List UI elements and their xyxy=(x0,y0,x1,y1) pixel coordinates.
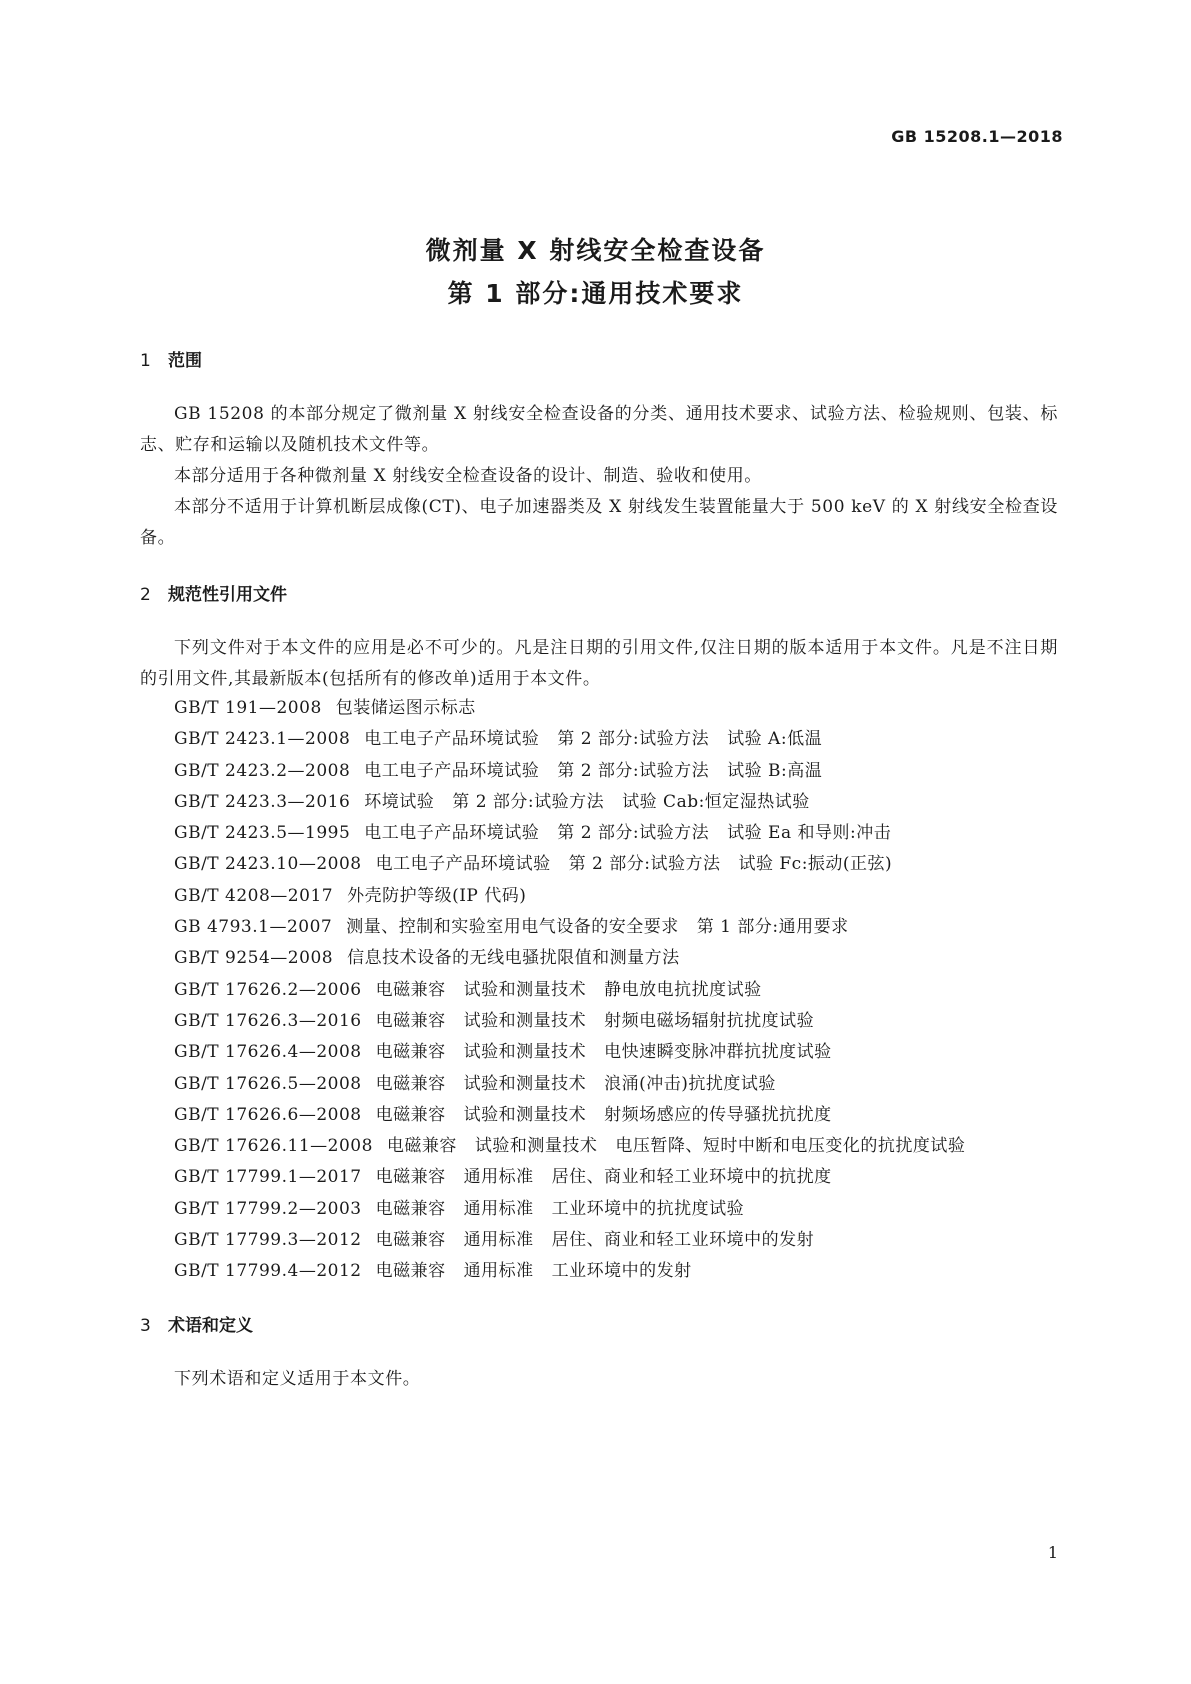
reference-item xyxy=(140,1069,1058,1100)
reference-item xyxy=(140,1100,1058,1131)
reference-title-part: 电磁兼容 xyxy=(375,1261,446,1282)
reference-code: GB/T 17626.2—2006 xyxy=(174,979,362,1000)
reference-title-part: 电快速瞬变脉冲群抗扰度试验 xyxy=(604,1042,832,1063)
reference-code: GB/T 17626.3—2016 xyxy=(174,1010,362,1031)
document-title-line2: 第 1 部分:通用技术要求 xyxy=(447,279,744,308)
reference-title-part: 试验和测量技术 xyxy=(474,1136,598,1157)
reference-code: GB/T 2423.10—2008 xyxy=(174,854,362,875)
scope-body xyxy=(140,399,1058,554)
reference-title-part: 电压暂降、短时中断和电压变化的抗扰度试验 xyxy=(615,1136,966,1157)
reference-title-part: 测量、控制和实验室用电气设备的安全要求 xyxy=(346,917,679,938)
reference-title-part: 试验 Cab:恒定湿热试验 xyxy=(622,791,810,812)
reference-title-part: 电磁兼容 xyxy=(375,1042,446,1063)
reference-title-part: 电工电子产品环境试验 xyxy=(364,729,540,750)
reference-code: GB/T 17626.5—2008 xyxy=(174,1073,362,1094)
reference-title-part: 通用标准 xyxy=(463,1230,534,1251)
reference-item xyxy=(140,787,1058,818)
scope-paragraph: 本部分不适用于计算机断层成像(CT)、电子加速器类及 X 射线发生装置能量大于 500 keV 的 X 射线安全检查设备。 xyxy=(140,497,1058,548)
scope-paragraph: GB 15208 的本部分规定了微剂量 X 射线安全检查设备的分类、通用技术要求、试验方法、检验规则、包装、标志、贮存和运输以及随机技术文件等。 xyxy=(140,404,1058,455)
section-heading-normative-refs xyxy=(140,580,287,605)
reference-title-part: 电磁兼容 xyxy=(375,979,446,1000)
reference-title-part: 通用标准 xyxy=(463,1167,534,1188)
reference-title-part: 电磁兼容 xyxy=(386,1136,457,1157)
reference-title-part: 射频场感应的传导骚扰抗扰度 xyxy=(604,1104,832,1125)
terms-body xyxy=(140,1364,1058,1395)
terms-intro: 下列术语和定义适用于本文件。 xyxy=(174,1369,421,1389)
reference-item xyxy=(140,1194,1058,1225)
reference-title-part: 第 1 部分:通用要求 xyxy=(696,917,849,938)
reference-title-part: 试验和测量技术 xyxy=(463,1073,587,1094)
reference-title-part: 第 2 部分:试验方法 xyxy=(452,791,605,812)
reference-list xyxy=(140,693,1058,1288)
reference-code: GB/T 2423.2—2008 xyxy=(174,760,351,781)
section-number: 2 xyxy=(140,585,151,605)
reference-code: GB 4793.1—2007 xyxy=(174,917,333,938)
section-number: 1 xyxy=(140,351,151,371)
reference-title-part: 浪涌(冲击)抗扰度试验 xyxy=(604,1073,776,1094)
standard-code: GB 15208.1—2018 xyxy=(891,127,1063,146)
reference-item xyxy=(140,1131,1058,1162)
reference-item xyxy=(140,943,1058,974)
reference-code: GB/T 191—2008 xyxy=(174,698,322,718)
reference-code: GB/T 17626.6—2008 xyxy=(174,1104,362,1125)
reference-title-part: 通用标准 xyxy=(463,1261,534,1282)
reference-title-part: 包装储运图示标志 xyxy=(335,698,476,718)
reference-title-part: 射频电磁场辐射抗扰度试验 xyxy=(604,1010,815,1031)
reference-title-part: 居住、商业和轻工业环境中的抗扰度 xyxy=(551,1167,832,1188)
reference-title-part: 居住、商业和轻工业环境中的发射 xyxy=(551,1230,815,1251)
reference-title-part: 试验 Fc:振动(正弦) xyxy=(738,854,893,875)
reference-item xyxy=(140,1037,1058,1068)
reference-code: GB/T 4208—2017 xyxy=(174,885,334,906)
reference-code: GB/T 17626.4—2008 xyxy=(174,1042,362,1063)
reference-title-part: 试验 Ea 和导则:冲击 xyxy=(727,823,892,844)
reference-item xyxy=(140,1006,1058,1037)
normative-refs-intro-text: 下列文件对于本文件的应用是必不可少的。凡是注日期的引用文件,仅注日期的版本适用于本文件。凡是不注日期的引用文件,其最新版本(包括所有的修改单)适用于本文件。 xyxy=(140,638,1058,689)
reference-title-part: 电工电子产品环境试验 xyxy=(364,760,540,781)
reference-title-part: 工业环境中的抗扰度试验 xyxy=(551,1198,745,1219)
section-title: 术语和定义 xyxy=(168,1316,253,1336)
reference-item xyxy=(140,881,1058,912)
reference-title-part: 试验 A:低温 xyxy=(727,729,823,750)
reference-item xyxy=(140,693,1058,724)
reference-title-part: 试验和测量技术 xyxy=(463,1010,587,1031)
section-heading-terms xyxy=(140,1311,253,1336)
reference-title-part: 第 2 部分:试验方法 xyxy=(557,729,710,750)
reference-title-part: 试验 B:高温 xyxy=(727,760,823,781)
reference-title-part: 电工电子产品环境试验 xyxy=(364,823,540,844)
reference-item xyxy=(140,1162,1058,1193)
normative-refs-intro xyxy=(140,633,1058,695)
reference-item xyxy=(140,818,1058,849)
reference-title-part: 第 2 部分:试验方法 xyxy=(557,823,710,844)
reference-title-part: 电磁兼容 xyxy=(375,1010,446,1031)
reference-code: GB/T 2423.3—2016 xyxy=(174,791,351,812)
section-heading-scope xyxy=(140,346,202,371)
reference-title-part: 第 2 部分:试验方法 xyxy=(557,760,710,781)
reference-code: GB/T 17626.11—2008 xyxy=(174,1136,373,1157)
reference-title-part: 电工电子产品环境试验 xyxy=(375,854,551,875)
reference-title-part: 环境试验 xyxy=(364,791,435,812)
reference-code: GB/T 17799.3—2012 xyxy=(174,1230,362,1251)
reference-title-part: 通用标准 xyxy=(463,1198,534,1219)
reference-title-part: 电磁兼容 xyxy=(375,1104,446,1125)
reference-title-part: 工业环境中的发射 xyxy=(551,1261,692,1282)
section-title: 范围 xyxy=(168,351,202,371)
reference-item xyxy=(140,724,1058,755)
reference-code: GB/T 9254—2008 xyxy=(174,948,334,969)
reference-title-part: 试验和测量技术 xyxy=(463,979,587,1000)
document-title-line1: 微剂量 X 射线安全检查设备 xyxy=(425,236,766,265)
reference-title-part: 静电放电抗扰度试验 xyxy=(604,979,762,1000)
reference-code: GB/T 17799.1—2017 xyxy=(174,1167,362,1188)
reference-title-part: 试验和测量技术 xyxy=(463,1104,587,1125)
page-number: 1 xyxy=(1047,1543,1058,1562)
section-number: 3 xyxy=(140,1316,151,1336)
reference-title-part: 信息技术设备的无线电骚扰限值和测量方法 xyxy=(347,948,680,969)
reference-item xyxy=(140,912,1058,943)
reference-code: GB/T 2423.1—2008 xyxy=(174,729,351,750)
reference-code: GB/T 17799.4—2012 xyxy=(174,1261,362,1282)
reference-item xyxy=(140,849,1058,880)
reference-title-part: 外壳防护等级(IP 代码) xyxy=(347,885,527,906)
reference-item xyxy=(140,1256,1058,1287)
reference-title-part: 第 2 部分:试验方法 xyxy=(568,854,721,875)
reference-title-part: 试验和测量技术 xyxy=(463,1042,587,1063)
reference-item xyxy=(140,1225,1058,1256)
reference-code: GB/T 2423.5—1995 xyxy=(174,823,351,844)
reference-title-part: 电磁兼容 xyxy=(375,1198,446,1219)
reference-title-part: 电磁兼容 xyxy=(375,1230,446,1251)
reference-code: GB/T 17799.2—2003 xyxy=(174,1198,362,1219)
section-title: 规范性引用文件 xyxy=(168,585,287,605)
reference-item xyxy=(140,756,1058,787)
reference-title-part: 电磁兼容 xyxy=(375,1167,446,1188)
scope-paragraph: 本部分适用于各种微剂量 X 射线安全检查设备的设计、制造、验收和使用。 xyxy=(174,466,762,486)
reference-title-part: 电磁兼容 xyxy=(375,1073,446,1094)
reference-item xyxy=(140,975,1058,1006)
